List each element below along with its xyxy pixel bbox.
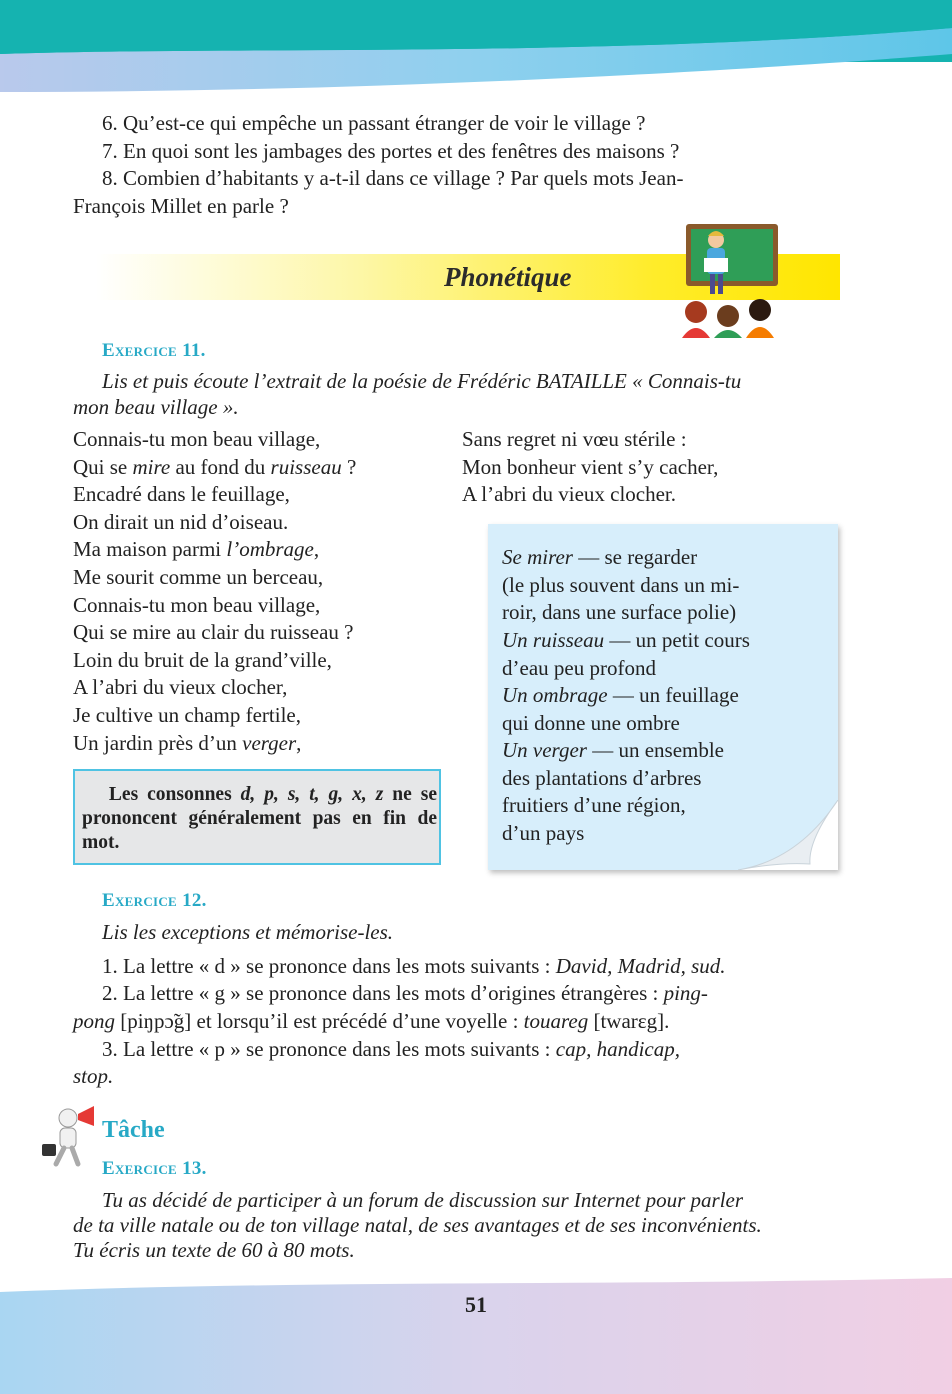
exercise-13-line3: Tu écris un texte de 60 à 80 mots. [73,1238,355,1262]
glossary-line: roir, dans une surface polie) [502,600,737,624]
poem-line: A l’abri du vieux clocher, [73,675,288,699]
question-8-line1: 8. Combien d’habitants y a-t-il dans ce village ? Par quels mots Jean- [102,166,684,190]
question-8-line2: François Millet en parle ? [73,194,289,218]
poem-line: On dirait un nid d’oiseau. [73,510,289,534]
glossary-line: d’eau peu profond [502,656,656,680]
exercise-11-instruction-1: Lis et puis écoute l’extrait de la poésie de Frédéric BATAILLE « Connais-tu [102,369,742,393]
glossary-line: (le plus souvent dans un mi- [502,573,740,597]
section-title: Phonétique [444,262,572,292]
exception-2-line1: 2. La lettre « g » se prononce dans les mots d’origines étrangères : ping- [102,981,708,1005]
glossary-line: des plantations d’arbres [502,766,702,790]
poem-line: Un jardin près d’un verger, [73,731,302,755]
glossary-line: d’un pays [502,821,585,845]
poem-line: A l’abri du vieux clocher. [462,482,677,506]
footer-wave [0,1270,952,1394]
page-curl [738,800,838,870]
poem-line: Ma maison parmi l’ombrage, [73,537,320,561]
glossary-line: Un verger — un ensemble [502,738,725,762]
exercise-13-label: Exercice 13. [102,1158,207,1179]
exercise-11-instruction-2: mon beau village ». [73,395,239,419]
question-7: 7. En quoi sont les jambages des portes et des fenêtres des maisons ? [102,139,680,163]
exercise-13-line1: Tu as décidé de participer à un forum de discussion sur Internet pour parler [102,1188,744,1212]
poem-line: Sans regret ni vœu stérile : [462,427,687,451]
glossary-line: Un ombrage — un feuillage [502,683,739,707]
exercise-13-line2: de ta ville natale ou de ton village natal, de ses avantages et de ses inconvénients. [73,1213,762,1237]
glossary-line: qui donne une ombre [502,711,680,735]
poem-line: Je cultive un champ fertile, [73,703,301,727]
question-6: 6. Qu’est-ce qui empêche un passant étranger de voir le village ? [102,111,646,135]
poem-line: Qui se mire au fond du ruisseau ? [73,455,357,479]
poem-line: Mon bonheur vient s’y cacher, [462,455,719,479]
classroom-illustration [676,220,786,338]
header-wave [0,0,952,110]
exception-2-line2: pong [piŋpɔ̃g] et lorsqu’il est précédé d’une voyelle : touareg [twarɛg]. [73,1009,670,1033]
task-title: Tâche [102,1117,165,1143]
poem-line: Connais-tu mon beau village, [73,427,321,451]
page-number: 51 [465,1292,487,1317]
poem-line: Qui se mire au clair du ruisseau ? [73,620,354,644]
poem-line: Encadré dans le feuillage, [73,482,290,506]
glossary-line: Se mirer — se regarder [502,545,698,569]
poem-line: Connais-tu mon beau village, [73,593,321,617]
poem-line: Me sourit comme un berceau, [73,565,324,589]
exercise-12-instruction: Lis les exceptions et mémorise-les. [102,920,394,944]
rule-text: Les consonnes d, p, s, t, g, x, z ne se prononcent généralement pas en fin de mot. [82,784,437,853]
exception-3-line2: stop. [73,1064,114,1088]
exercise-11-label: Exercice 11. [102,340,206,361]
glossary-line: fruitiers d’une région, [502,793,686,817]
megaphone-figure-icon [38,1104,100,1168]
poem-line: Loin du bruit de la grand’ville, [73,648,332,672]
exception-1: 1. La lettre « d » se prononce dans les mots suivants : David, Madrid, sud. [102,954,726,978]
exercise-12-label: Exercice 12. [102,890,207,911]
exception-3-line1: 3. La lettre « p » se prononce dans les mots suivants : cap, handicap, [102,1037,680,1061]
glossary-line: Un ruisseau — un petit cours [502,628,750,652]
